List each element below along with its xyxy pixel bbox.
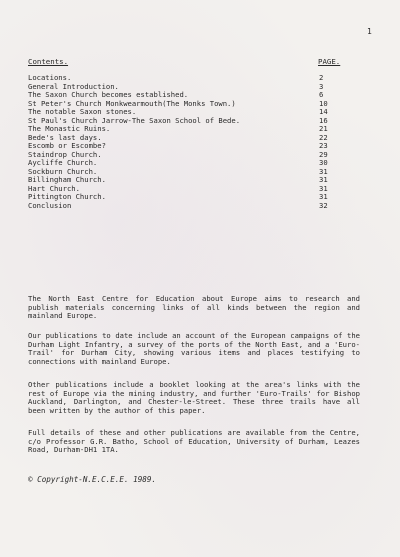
entry-page: 10 [319, 98, 328, 108]
entry-page: 31 [319, 166, 328, 176]
entry-title: Pittington Church. [28, 192, 106, 201]
paragraph-contact-details: Full details of these and other publications are available from the Centre, c/o Professor G.R. Batho, School of Education, University of Durham, Leazes Road, Durham-DH1 1TA. [28, 428, 360, 455]
entry-page: 32 [319, 200, 328, 210]
contents-heading: Contents. [28, 57, 69, 66]
copyright-notice: © Copyright-N.E.C.E.E. 1989. [28, 475, 157, 484]
entry-page: 30 [319, 158, 328, 167]
entry-page: 31 [319, 192, 328, 201]
entry-page: 21 [319, 124, 328, 133]
contents-list [28, 74, 340, 210]
entry-page: 6 [319, 90, 324, 99]
entry-page: 31 [319, 175, 328, 184]
entry-page: 2 [319, 73, 324, 82]
entry-title: Aycliffe Church. [28, 158, 98, 167]
paragraph-aims: The North East Centre for Education about Europe aims to research and publish materials concerning links of all kinds between the region and mainland Europe. [28, 294, 360, 321]
paragraph-other-publications: Other publications include a booklet looking at the area's links with the rest of Europe via the mining industry, and further 'Euro-Trails' for Bishop Auckland, Darlington, and Chester-le-Street. These three trails have all been written by the author of this paper. [28, 380, 360, 415]
contents-header [28, 57, 340, 67]
entry-page: 23 [319, 141, 328, 150]
entry-title: Sockburn Church. [28, 166, 98, 176]
entry-title: Locations. [28, 73, 72, 82]
entry-title: The Saxon Church becomes established. [28, 90, 189, 99]
entry-title: The notable Saxon stones. [28, 107, 137, 116]
entry-title: St Paul's Church Jarrow-The Saxon School of Bede. [28, 115, 241, 125]
page-column-heading: PAGE. [318, 57, 341, 66]
entry-title: Conclusion [28, 200, 72, 210]
entry-title: Bede's last days. [28, 132, 102, 142]
entry-title: St Peter's Church Monkwearmouth(The Monks Town.) [28, 98, 236, 108]
paragraph-publications: Our publications to date include an account of the European campaigns of the Durham Light Infantry, a survey of the ports of the North East, and a 'Euro-Trail' for Durham City, showing various items and places testifying to connections with mainland Europe. [28, 331, 360, 366]
entry-title: Staindrop Church. [28, 149, 102, 159]
entry-title: Hart Church. [28, 183, 80, 193]
entry-title: Escomb or Escombe? [28, 141, 106, 150]
page-number: 1 [367, 27, 372, 36]
entry-title: General Introduction. [28, 81, 119, 91]
entry-page: 16 [319, 115, 328, 125]
contents-entry [28, 193, 340, 202]
entry-page: 29 [319, 149, 328, 159]
entry-title: The Monastic Ruins. [28, 124, 111, 133]
entry-page: 3 [319, 81, 324, 91]
entry-page: 14 [319, 107, 328, 116]
entry-page: 22 [319, 132, 328, 142]
contents-entry [28, 202, 340, 211]
entry-title: Billingham Church. [28, 175, 106, 184]
entry-page: 31 [319, 183, 328, 193]
